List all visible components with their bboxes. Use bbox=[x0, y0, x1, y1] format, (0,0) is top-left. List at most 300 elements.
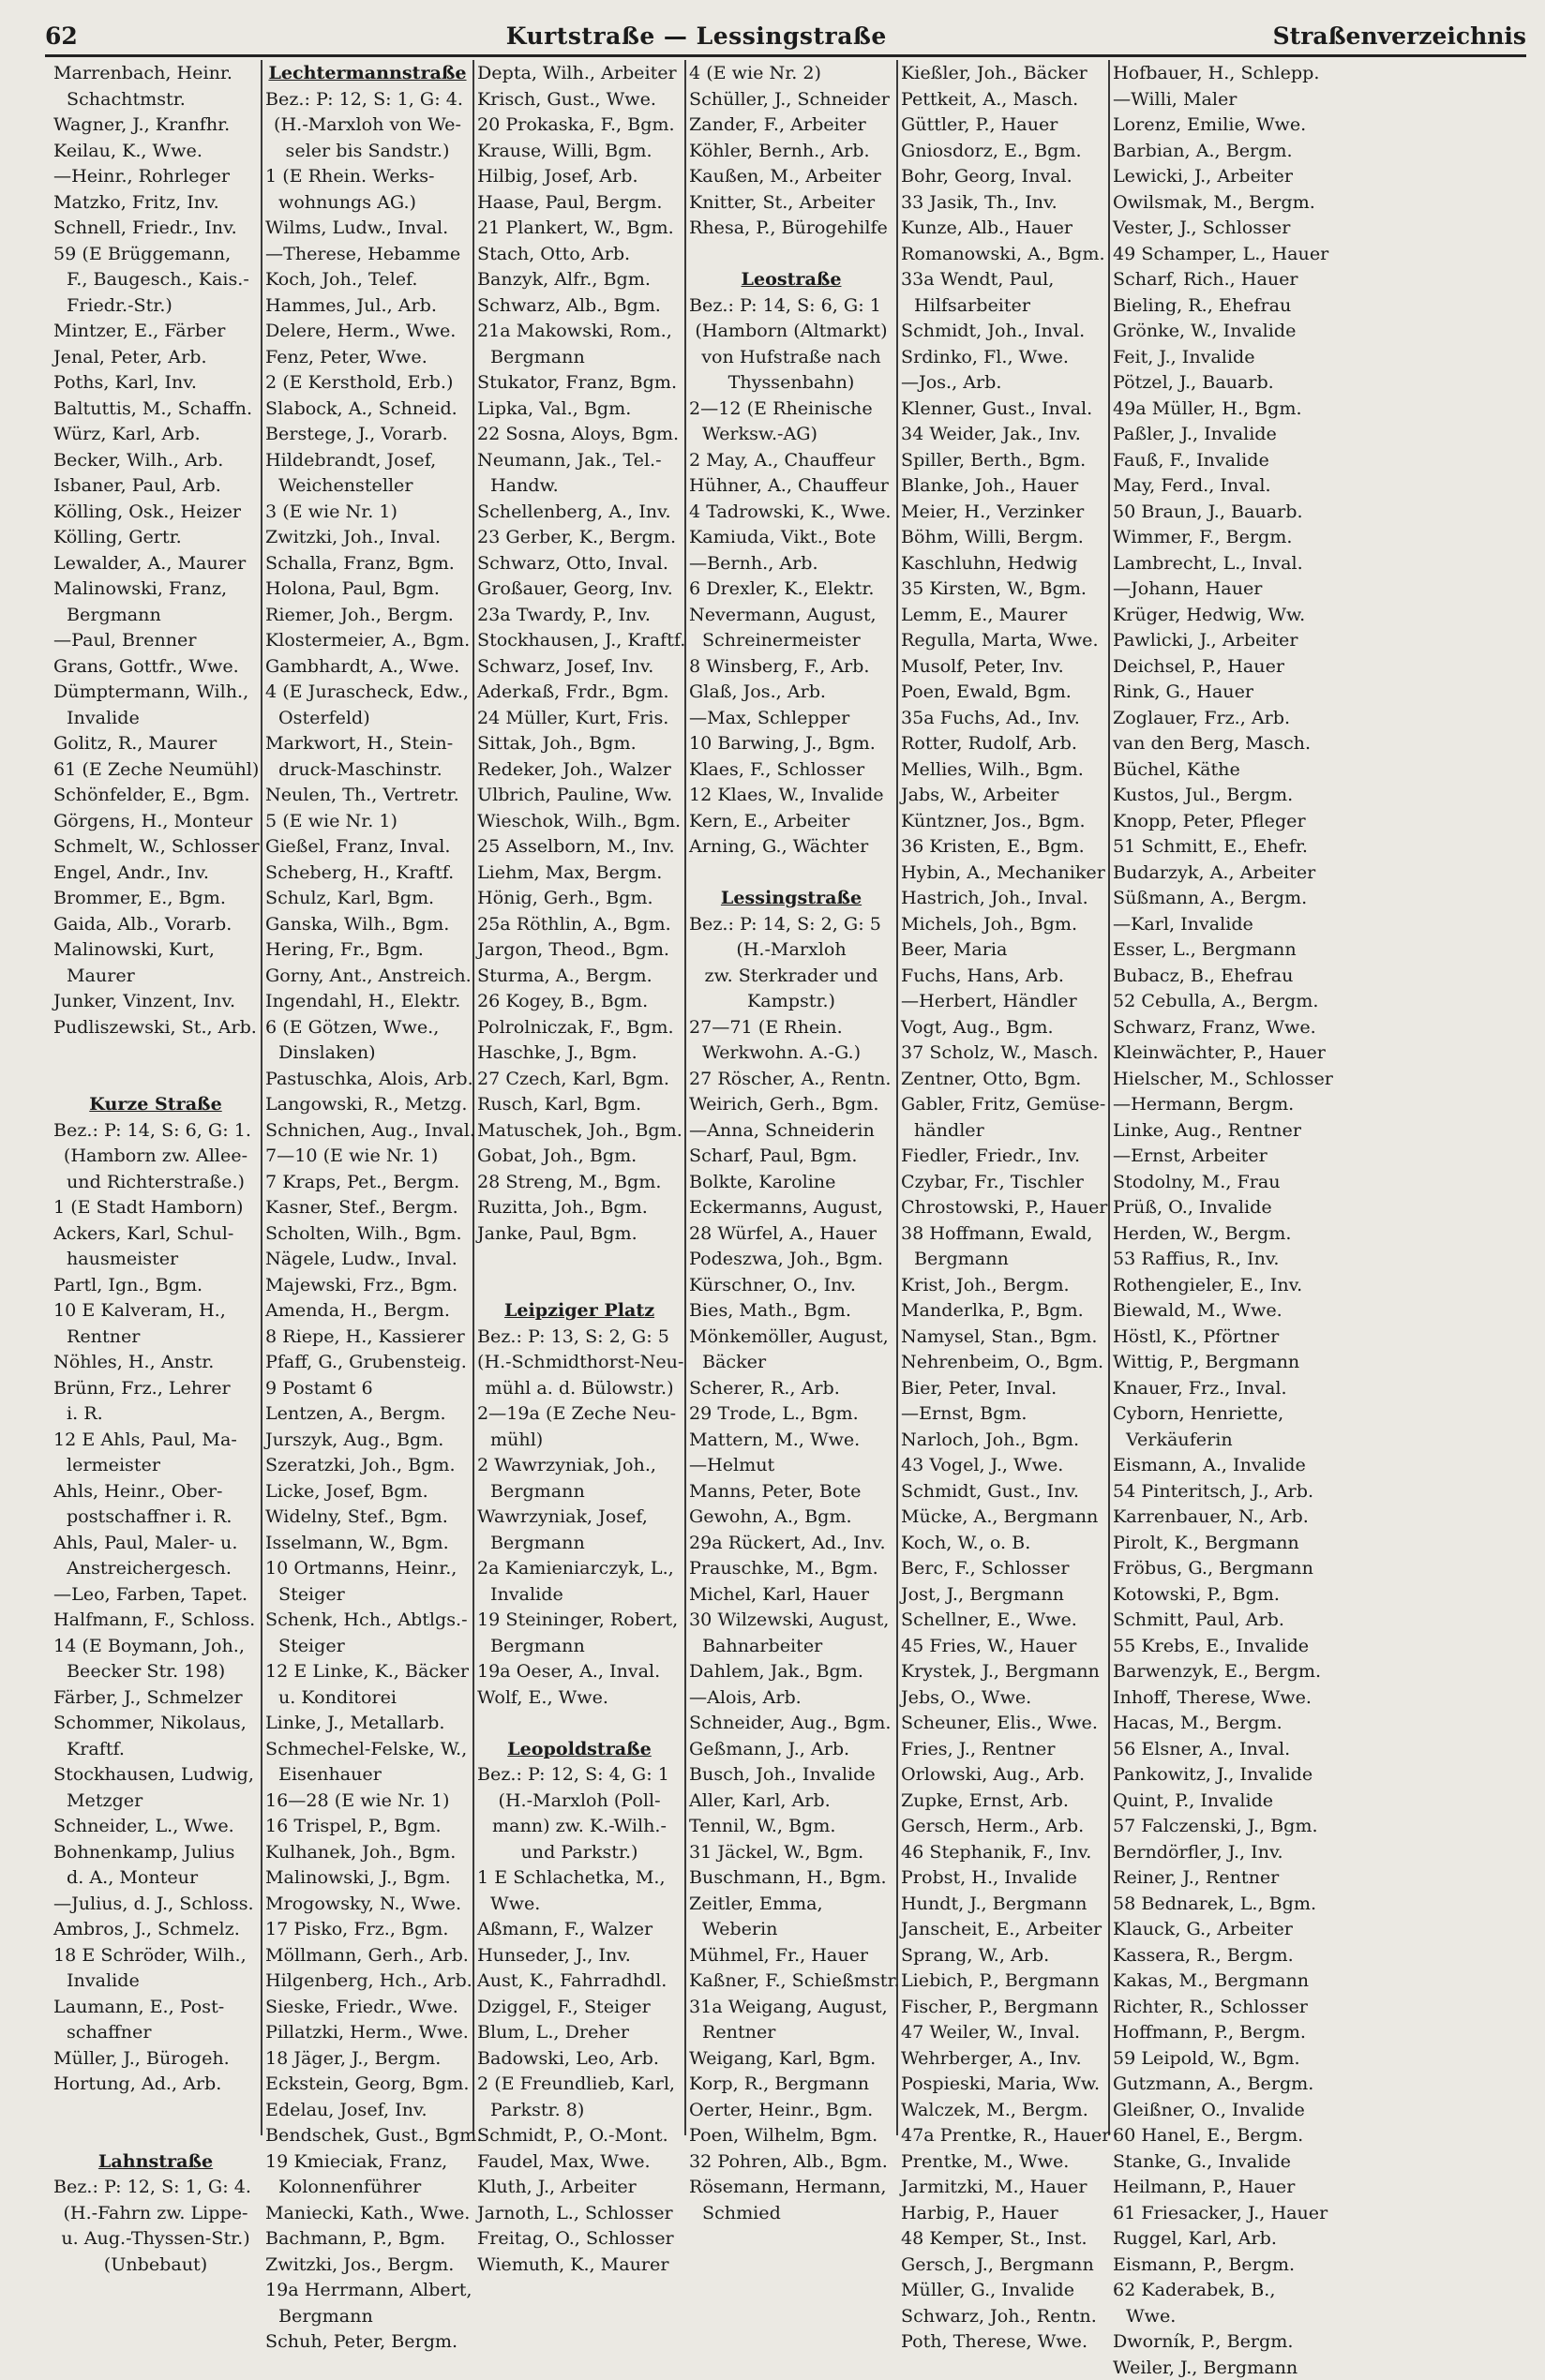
directory-entry: 35a Fuchs, Ad., Inv. bbox=[901, 705, 1105, 731]
directory-entry: Nevermann, August, bbox=[689, 602, 893, 628]
directory-entry: Heilmann, P., Hauer bbox=[1113, 2174, 1319, 2200]
directory-entry: Bahnarbeiter bbox=[689, 1633, 893, 1659]
directory-entry: Esser, L., Bergmann bbox=[1113, 936, 1319, 963]
directory-entry: 29 Trode, L., Bgm. bbox=[689, 1400, 893, 1427]
directory-entry: Wwe. bbox=[1113, 2303, 1319, 2329]
directory-entry: Krüger, Hedwig, Ww. bbox=[1113, 602, 1319, 628]
directory-entry: 1 (E Stadt Hamborn) bbox=[53, 1194, 258, 1220]
directory-entry: Werkwohn. A.-G.) bbox=[689, 1040, 893, 1066]
directory-entry: Steiger bbox=[265, 1633, 470, 1659]
directory-entry: Eismann, A., Invalide bbox=[1113, 1452, 1319, 1478]
directory-entry: Scheuner, Elis., Wwe. bbox=[901, 1710, 1105, 1736]
spacer bbox=[689, 860, 893, 886]
directory-entry: Budarzyk, A., Arbeiter bbox=[1113, 860, 1319, 886]
directory-entry: Mönkemöller, August, bbox=[689, 1324, 893, 1350]
directory-entry: —Johann, Hauer bbox=[1113, 576, 1319, 602]
directory-entry: 2 Wawrzyniak, Joh., bbox=[477, 1452, 682, 1478]
directory-entry: Langowski, R., Metzg. bbox=[265, 1091, 470, 1117]
directory-entry: Eisenhauer bbox=[265, 1761, 470, 1788]
directory-entry: Kießler, Joh., Bäcker bbox=[901, 60, 1105, 86]
directory-entry: Invalide bbox=[53, 705, 258, 731]
directory-entry: Pudliszewski, St., Arb. bbox=[53, 1014, 258, 1040]
directory-entry: Amenda, H., Bergm. bbox=[265, 1297, 470, 1324]
directory-entry: Deichsel, P., Hauer bbox=[1113, 653, 1319, 680]
directory-entry: Holona, Paul, Bgm. bbox=[265, 576, 470, 602]
directory-entry: Bolkte, Karoline bbox=[689, 1169, 893, 1195]
directory-entry: Narloch, Joh., Bgm. bbox=[901, 1427, 1105, 1453]
directory-entry: Prauschke, M., Bgm. bbox=[689, 1555, 893, 1581]
directory-entry: Partl, Ign., Bgm. bbox=[53, 1272, 258, 1298]
directory-entry: Zwitzki, Joh., Inval. bbox=[265, 524, 470, 550]
directory-entry: Isbaner, Paul, Arb. bbox=[53, 472, 258, 499]
directory-entry: Bez.: P: 12, S: 1, G: 4. bbox=[265, 86, 470, 112]
directory-entry: 20 Prokaska, F., Bgm. bbox=[477, 112, 682, 138]
directory-entry: 2 (E Kersthold, Erb.) bbox=[265, 369, 470, 396]
directory-entry: 61 Friesacker, J., Hauer bbox=[1113, 2200, 1319, 2226]
directory-entry: Weichensteller bbox=[265, 472, 470, 499]
directory-entry: Cyborn, Henriette, bbox=[1113, 1400, 1319, 1427]
directory-entry: 23a Twardy, P., Inv. bbox=[477, 602, 682, 628]
directory-entry: u. Aug.-Thyssen-Str.) bbox=[53, 2225, 258, 2252]
directory-entry: 58 Bednarek, L., Bgm. bbox=[1113, 1891, 1319, 1917]
directory-entry: Eckstein, Georg, Bgm. bbox=[265, 2071, 470, 2097]
directory-entry: Keilau, K., Wwe. bbox=[53, 138, 258, 164]
directory-entry: Kölling, Gertr. bbox=[53, 524, 258, 550]
directory-entry: Rhesa, P., Bürogehilfe bbox=[689, 215, 893, 241]
directory-entry: Matzko, Fritz, Inv. bbox=[53, 189, 258, 216]
directory-entry: lermeister bbox=[53, 1452, 258, 1478]
spacer bbox=[53, 2097, 258, 2123]
directory-entry: Bez.: P: 12, S: 4, G: 1 bbox=[477, 1761, 682, 1788]
directory-entry: Kassera, R., Bergm. bbox=[1113, 1942, 1319, 1968]
directory-entry: Pötzel, J., Bauarb. bbox=[1113, 369, 1319, 396]
directory-entry: Meier, H., Verzinker bbox=[901, 499, 1105, 525]
directory-entry: —Herbert, Händler bbox=[901, 988, 1105, 1014]
directory-entry: 29a Rückert, Ad., Inv. bbox=[689, 1530, 893, 1556]
directory-entry: Kluth, J., Arbeiter bbox=[477, 2174, 682, 2200]
directory-entry: Regulla, Marta, Wwe. bbox=[901, 627, 1105, 653]
directory-entry: 12 E Ahls, Paul, Ma- bbox=[53, 1427, 258, 1453]
directory-entry: Zoglauer, Frz., Arb. bbox=[1113, 705, 1319, 731]
directory-entry: Janke, Paul, Bgm. bbox=[477, 1220, 682, 1247]
directory-entry: Halfmann, F., Schloss. bbox=[53, 1607, 258, 1633]
directory-entry: Gleißner, O., Invalide bbox=[1113, 2097, 1319, 2123]
directory-entry: 38 Hoffmann, Ewald, bbox=[901, 1220, 1105, 1247]
directory-entry: Bohr, Georg, Inval. bbox=[901, 163, 1105, 189]
directory-entry: Malinowski, Kurt, bbox=[53, 936, 258, 963]
directory-entry: Mücke, A., Bergmann bbox=[901, 1504, 1105, 1530]
directory-entry: Schmied bbox=[689, 2200, 893, 2226]
directory-entry: Rösemann, Hermann, bbox=[689, 2174, 893, 2200]
directory-entry: Jebs, O., Wwe. bbox=[901, 1684, 1105, 1711]
directory-entry: Metzger bbox=[53, 1788, 258, 1814]
directory-entry: Schachtmstr. bbox=[53, 86, 258, 112]
directory-entry: Schmidt, P., O.-Mont. bbox=[477, 2122, 682, 2148]
directory-entry: Gambhardt, A., Wwe. bbox=[265, 653, 470, 680]
directory-entry: Maurer bbox=[53, 963, 258, 989]
directory-entry: Sieske, Friedr., Wwe. bbox=[265, 1994, 470, 2020]
directory-entry: Böhm, Willi, Bergm. bbox=[901, 524, 1105, 550]
directory-entry: Gewohn, A., Bgm. bbox=[689, 1504, 893, 1530]
directory-entry: 47 Weiler, W., Inval. bbox=[901, 2019, 1105, 2045]
directory-entry: Wilms, Ludw., Inval. bbox=[265, 215, 470, 241]
directory-entry: 60 Hanel, E., Bergm. bbox=[1113, 2122, 1319, 2148]
directory-entry: Poen, Ewald, Bgm. bbox=[901, 679, 1105, 705]
directory-entry: Owilsmak, M., Bergm. bbox=[1113, 189, 1319, 216]
directory-entry: Banzyk, Alfr., Bgm. bbox=[477, 266, 682, 292]
directory-entry: Gobat, Joh., Bgm. bbox=[477, 1143, 682, 1169]
directory-entry: 12 Klaes, W., Invalide bbox=[689, 782, 893, 808]
directory-entry: Pillatzki, Herm., Wwe. bbox=[265, 2019, 470, 2045]
directory-entry: Schulz, Karl, Bgm. bbox=[265, 885, 470, 911]
directory-entry: Aderkaß, Frdr., Bgm. bbox=[477, 679, 682, 705]
directory-entry: Herden, W., Bergm. bbox=[1113, 1220, 1319, 1247]
directory-entry: Rusch, Karl, Bgm. bbox=[477, 1091, 682, 1117]
directory-entry: 36 Kristen, E., Bgm. bbox=[901, 833, 1105, 860]
directory-entry: Glaß, Jos., Arb. bbox=[689, 679, 893, 705]
directory-entry: Ruzitta, Joh., Bgm. bbox=[477, 1194, 682, 1220]
directory-entry: 25 Asselborn, M., Inv. bbox=[477, 833, 682, 860]
directory-entry: Widelny, Stef., Bgm. bbox=[265, 1504, 470, 1530]
directory-entry: 35 Kirsten, W., Bgm. bbox=[901, 576, 1105, 602]
directory-entry: 51 Schmitt, E., Ehefr. bbox=[1113, 833, 1319, 860]
column-1 bbox=[51, 60, 262, 2135]
directory-entry: Ahls, Heinr., Ober- bbox=[53, 1478, 258, 1504]
directory-entry: hausmeister bbox=[53, 1246, 258, 1272]
directory-entry: Ambros, J., Schmelz. bbox=[53, 1916, 258, 1942]
directory-entry: 23 Gerber, K., Bergm. bbox=[477, 524, 682, 550]
directory-entry: Müller, J., Bürogeh. bbox=[53, 2045, 258, 2072]
directory-entry: Büchel, Käthe bbox=[1113, 756, 1319, 783]
directory-entry: 2a Kamieniarczyk, L., bbox=[477, 1555, 682, 1581]
directory-entry: —Therese, Hebamme bbox=[265, 241, 470, 267]
directory-entry: —Jos., Arb. bbox=[901, 369, 1105, 396]
directory-entry: Neumann, Jak., Tel.- bbox=[477, 447, 682, 473]
directory-entry: Fiedler, Friedr., Inv. bbox=[901, 1143, 1105, 1169]
section-title: Straßenverzeichnis bbox=[1273, 22, 1526, 50]
directory-entry: —Julius, d. J., Schloss. bbox=[53, 1891, 258, 1917]
directory-entry: Stockhausen, Ludwig, bbox=[53, 1761, 258, 1788]
directory-entry: Manderlka, P., Bgm. bbox=[901, 1297, 1105, 1324]
directory-entry: Jabs, W., Arbeiter bbox=[901, 782, 1105, 808]
directory-entry: Laumann, E., Post- bbox=[53, 1994, 258, 2020]
directory-entry: 27 Röscher, A., Rentn. bbox=[689, 1066, 893, 1092]
directory-entry: Manns, Peter, Bote bbox=[689, 1478, 893, 1504]
column-5 bbox=[898, 60, 1110, 2135]
directory-entry: 3 (E wie Nr. 1) bbox=[265, 499, 470, 525]
directory-entry: 32 Pohren, Alb., Bgm. bbox=[689, 2148, 893, 2175]
directory-entry: 4 (E Jurascheck, Edw., bbox=[265, 679, 470, 705]
directory-entry: Buschmann, H., Bgm. bbox=[689, 1864, 893, 1891]
directory-entry: 49a Müller, H., Bgm. bbox=[1113, 396, 1319, 422]
directory-entry: Podeszwa, Joh., Bgm. bbox=[689, 1246, 893, 1272]
directory-entry: —Helmut bbox=[689, 1452, 893, 1478]
directory-entry: Kölling, Osk., Heizer bbox=[53, 499, 258, 525]
directory-entry: Knitter, St., Arbeiter bbox=[689, 189, 893, 216]
directory-entry: Wwe. bbox=[477, 1891, 682, 1917]
directory-entry: Schmidt, Gust., Inv. bbox=[901, 1478, 1105, 1504]
directory-entry: Jost, J., Bergmann bbox=[901, 1581, 1105, 1608]
directory-entry: Kaßner, F., Schießmstr. bbox=[689, 1968, 893, 1994]
spacer bbox=[53, 2122, 258, 2148]
directory-entry: Mintzer, E., Färber bbox=[53, 318, 258, 344]
directory-entry: May, Ferd., Inval. bbox=[1113, 472, 1319, 499]
directory-entry: Kamiuda, Vikt., Bote bbox=[689, 524, 893, 550]
directory-entry: 1 E Schlachetka, M., bbox=[477, 1864, 682, 1891]
directory-entry: Bubacz, B., Ehefrau bbox=[1113, 963, 1319, 989]
directory-entry: Delere, Herm., Wwe. bbox=[265, 318, 470, 344]
directory-entry: Oerter, Heinr., Bgm. bbox=[689, 2097, 893, 2123]
directory-entry: Dinslaken) bbox=[265, 1040, 470, 1066]
directory-entry: Kolonnenführer bbox=[265, 2174, 470, 2200]
directory-entry: Schönfelder, E., Bgm. bbox=[53, 782, 258, 808]
directory-entry: Schwarz, Otto, Inval. bbox=[477, 550, 682, 576]
directory-entry: 14 (E Boymann, Joh., bbox=[53, 1633, 258, 1659]
directory-entry: Scharf, Rich., Hauer bbox=[1113, 266, 1319, 292]
directory-entry: Zander, F., Arbeiter bbox=[689, 112, 893, 138]
directory-entry: (Hamborn (Altmarkt) bbox=[689, 318, 893, 344]
directory-entry: Stockhausen, J., Kraftf. bbox=[477, 627, 682, 653]
directory-entry: Wimmer, F., Bergm. bbox=[1113, 524, 1319, 550]
directory-entry: Mattern, M., Wwe. bbox=[689, 1427, 893, 1453]
directory-entry: Pfaff, G., Grubensteig. bbox=[265, 1349, 470, 1375]
directory-entry: Aller, Karl, Arb. bbox=[689, 1788, 893, 1814]
directory-entry: Kleinwächter, P., Hauer bbox=[1113, 1040, 1319, 1066]
directory-entry: Orlowski, Aug., Arb. bbox=[901, 1761, 1105, 1788]
directory-entry: 16—28 (E wie Nr. 1) bbox=[265, 1788, 470, 1814]
directory-entry: Stodolny, M., Frau bbox=[1113, 1169, 1319, 1195]
directory-entry: Namysel, Stan., Bgm. bbox=[901, 1324, 1105, 1350]
directory-entry: Schellenberg, A., Inv. bbox=[477, 499, 682, 525]
directory-entry: F., Baugesch., Kais.- bbox=[53, 266, 258, 292]
directory-entry: von Hufstraße nach bbox=[689, 344, 893, 370]
directory-entry: Dworník, P., Bergm. bbox=[1113, 2328, 1319, 2355]
directory-entry: Gießel, Franz, Inval. bbox=[265, 833, 470, 860]
directory-entry: Hundt, J., Bergmann bbox=[901, 1891, 1105, 1917]
directory-entry: Eckermanns, August, bbox=[689, 1194, 893, 1220]
directory-entry: Ackers, Karl, Schul- bbox=[53, 1220, 258, 1247]
directory-entry: Hielscher, M., Schlosser bbox=[1113, 1066, 1319, 1092]
directory-entry: Kakas, M., Bergmann bbox=[1113, 1968, 1319, 1994]
directory-entry: Wolf, E., Wwe. bbox=[477, 1684, 682, 1711]
directory-entry: Friedr.-Str.) bbox=[53, 292, 258, 319]
directory-entry: Dümptermann, Wilh., bbox=[53, 679, 258, 705]
directory-entry: Wieschok, Wilh., Bgm. bbox=[477, 808, 682, 834]
directory-entry: Szeratzki, Joh., Bgm. bbox=[265, 1452, 470, 1478]
directory-entry: Prüß, O., Invalide bbox=[1113, 1194, 1319, 1220]
directory-entry: Großauer, Georg, Inv. bbox=[477, 576, 682, 602]
directory-entry: Güttler, P., Hauer bbox=[901, 112, 1105, 138]
directory-entry: Wittig, P., Bergmann bbox=[1113, 1349, 1319, 1375]
directory-entry: Bendschek, Gust., Bgm. bbox=[265, 2122, 470, 2148]
directory-entry: Pirolt, K., Bergmann bbox=[1113, 1530, 1319, 1556]
directory-entry: Badowski, Leo, Arb. bbox=[477, 2045, 682, 2072]
directory-entry: Gabler, Fritz, Gemüse- bbox=[901, 1091, 1105, 1117]
directory-entry: Klauck, G., Arbeiter bbox=[1113, 1916, 1319, 1942]
directory-entry: Richter, R., Schlosser bbox=[1113, 1994, 1319, 2020]
directory-entry: 9 Postamt 6 bbox=[265, 1375, 470, 1401]
directory-entry: 52 Cebulla, A., Bergm. bbox=[1113, 988, 1319, 1014]
directory-entry: 46 Stephanik, F., Inv. bbox=[901, 1839, 1105, 1865]
directory-entry: 10 E Kalveram, H., bbox=[53, 1297, 258, 1324]
directory-entry: Gorny, Ant., Anstreich. bbox=[265, 963, 470, 989]
directory-entry: Junker, Vinzent, Inv. bbox=[53, 988, 258, 1014]
directory-entry: Schmitt, Paul, Arb. bbox=[1113, 1607, 1319, 1633]
directory-entry: 45 Fries, W., Hauer bbox=[901, 1633, 1105, 1659]
directory-entry: Becker, Wilh., Arb. bbox=[53, 447, 258, 473]
directory-entry: Handw. bbox=[477, 472, 682, 499]
directory-entry: Hybin, A., Mechaniker bbox=[901, 860, 1105, 886]
directory-entry: (Unbebaut) bbox=[53, 2252, 258, 2278]
directory-entry: Lentzen, A., Bergm. bbox=[265, 1400, 470, 1427]
directory-entry: Weigang, Karl, Bgm. bbox=[689, 2045, 893, 2072]
directory-entry: Markwort, H., Stein- bbox=[265, 730, 470, 756]
directory-entry: 1 (E Rhein. Werks- bbox=[265, 163, 470, 189]
directory-entry: d. A., Monteur bbox=[53, 1864, 258, 1891]
directory-entry: —Hermann, Bergm. bbox=[1113, 1091, 1319, 1117]
directory-entry: Wawrzyniak, Josef, bbox=[477, 1504, 682, 1530]
directory-entry: 30 Wilzewski, August, bbox=[689, 1607, 893, 1633]
directory-entry: Sprang, W., Arb. bbox=[901, 1942, 1105, 1968]
directory-entry: 2—19a (E Zeche Neu- bbox=[477, 1400, 682, 1427]
spacer bbox=[477, 1272, 682, 1298]
directory-entry: 33a Wendt, Paul, bbox=[901, 266, 1105, 292]
directory-entry: 24 Müller, Kurt, Fris. bbox=[477, 705, 682, 731]
directory-entry: Scharf, Paul, Bgm. bbox=[689, 1143, 893, 1169]
directory-entry: Probst, H., Invalide bbox=[901, 1864, 1105, 1891]
directory-entry: Würz, Karl, Arb. bbox=[53, 421, 258, 447]
directory-entry: 21 Plankert, W., Bgm. bbox=[477, 215, 682, 241]
directory-entry: Haase, Paul, Bergm. bbox=[477, 189, 682, 216]
directory-entry: Linke, J., Metallarb. bbox=[265, 1710, 470, 1736]
page-header bbox=[45, 17, 1526, 57]
street-heading: Lessingstraße bbox=[689, 885, 893, 911]
spacer bbox=[53, 1066, 258, 1092]
directory-entry: Bies, Math., Bgm. bbox=[689, 1297, 893, 1324]
directory-entry: Redeker, Joh., Walzer bbox=[477, 756, 682, 783]
directory-entry: Scherer, R., Arb. bbox=[689, 1375, 893, 1401]
directory-entry: Riemer, Joh., Bergm. bbox=[265, 602, 470, 628]
directory-entry: Hofbauer, H., Schlepp. bbox=[1113, 60, 1319, 86]
directory-entry: Brünn, Frz., Lehrer bbox=[53, 1375, 258, 1401]
directory-entry: Baltuttis, M., Schaffn. bbox=[53, 396, 258, 422]
directory-entry: Schommer, Nikolaus, bbox=[53, 1710, 258, 1736]
directory-entry: Schellner, E., Wwe. bbox=[901, 1607, 1105, 1633]
directory-entry: Bez.: P: 14, S: 6, G: 1. bbox=[53, 1117, 258, 1144]
directory-entry: zw. Sterkrader und bbox=[689, 963, 893, 989]
directory-entry: Aust, K., Fahrradhdl. bbox=[477, 1968, 682, 1994]
directory-entry: 2 May, A., Chauffeur bbox=[689, 447, 893, 473]
directory-entry: Karrenbauer, N., Arb. bbox=[1113, 1504, 1319, 1530]
directory-entry: Haschke, J., Bgm. bbox=[477, 1040, 682, 1066]
directory-entry: Stanke, G., Invalide bbox=[1113, 2148, 1319, 2175]
directory-entry: Knauer, Frz., Inval. bbox=[1113, 1375, 1319, 1401]
directory-entry: 2—12 (E Rheinische bbox=[689, 396, 893, 422]
directory-entry: Krystek, J., Bergmann bbox=[901, 1658, 1105, 1684]
directory-entry: Marrenbach, Heinr. bbox=[53, 60, 258, 86]
directory-entry: —Ernst, Arbeiter bbox=[1113, 1143, 1319, 1169]
directory-entry: 54 Pinteritsch, J., Arb. bbox=[1113, 1478, 1319, 1504]
directory-entry: i. R. bbox=[53, 1400, 258, 1427]
directory-entry: Lambrecht, L., Inval. bbox=[1113, 550, 1319, 576]
directory-entry: 7 Kraps, Pet., Bergm. bbox=[265, 1169, 470, 1195]
directory-entry: Pettkeit, A., Masch. bbox=[901, 86, 1105, 112]
directory-entry: Geßmann, J., Arb. bbox=[689, 1736, 893, 1762]
directory-entry: Gersch, Herm., Arb. bbox=[901, 1813, 1105, 1839]
directory-entry: seler bis Sandstr.) bbox=[265, 138, 470, 164]
directory-entry: Vester, J., Schlosser bbox=[1113, 215, 1319, 241]
directory-entry: Schmidt, Joh., Inval. bbox=[901, 318, 1105, 344]
directory-entry: 53 Raffius, R., Inv. bbox=[1113, 1246, 1319, 1272]
directory-entry: 18 E Schröder, Wilh., bbox=[53, 1942, 258, 1968]
directory-entry: Schwarz, Joh., Rentn. bbox=[901, 2303, 1105, 2329]
directory-entry: mühl a. d. Bülowstr.) bbox=[477, 1375, 682, 1401]
directory-entry: Invalide bbox=[53, 1968, 258, 1994]
directory-entry: Schmechel-Felske, W., bbox=[265, 1736, 470, 1762]
directory-entry: —Willi, Maler bbox=[1113, 86, 1319, 112]
directory-entry: Stukator, Franz, Bgm. bbox=[477, 369, 682, 396]
directory-entry: van den Berg, Masch. bbox=[1113, 730, 1319, 756]
directory-entry: Kraftf. bbox=[53, 1736, 258, 1762]
directory-entry: Majewski, Frz., Bgm. bbox=[265, 1272, 470, 1298]
directory-entry: Inhoff, Therese, Wwe. bbox=[1113, 1684, 1319, 1711]
directory-entry: Nägele, Ludw., Inval. bbox=[265, 1246, 470, 1272]
directory-entry: Arning, G., Wächter bbox=[689, 833, 893, 860]
directory-entry: Linke, Aug., Rentner bbox=[1113, 1117, 1319, 1144]
directory-entry: 16 Trispel, P., Bgm. bbox=[265, 1813, 470, 1839]
directory-entry: Fuchs, Hans, Arb. bbox=[901, 963, 1105, 989]
directory-entry: Fenz, Peter, Wwe. bbox=[265, 344, 470, 370]
directory-entry: 18 Jäger, J., Bergm. bbox=[265, 2045, 470, 2072]
directory-entry: Schreinermeister bbox=[689, 627, 893, 653]
directory-entry: 6 (E Götzen, Wwe., bbox=[265, 1014, 470, 1040]
column-6 bbox=[1110, 60, 1322, 2135]
directory-entry: 34 Weider, Jak., Inv. bbox=[901, 421, 1105, 447]
directory-entry: Zwitzki, Jos., Bergm. bbox=[265, 2252, 470, 2278]
directory-entry: Jarnoth, L., Schlosser bbox=[477, 2200, 682, 2226]
directory-entry: Michels, Joh., Bgm. bbox=[901, 911, 1105, 937]
directory-entry: Klostermeier, A., Bgm. bbox=[265, 627, 470, 653]
directory-entry: 8 Winsberg, F., Arb. bbox=[689, 653, 893, 680]
directory-entry: Pospieski, Maria, Ww. bbox=[901, 2071, 1105, 2097]
directory-entry: und Richterstraße.) bbox=[53, 1169, 258, 1195]
directory-entry: 31 Jäckel, W., Bgm. bbox=[689, 1839, 893, 1865]
directory-entry: Depta, Wilh., Arbeiter bbox=[477, 60, 682, 86]
directory-entry: Czybar, Fr., Tischler bbox=[901, 1169, 1105, 1195]
directory-entry: Küntzner, Jos., Bgm. bbox=[901, 808, 1105, 834]
directory-entry: Stach, Otto, Arb. bbox=[477, 241, 682, 267]
directory-entry: postschaffner i. R. bbox=[53, 1504, 258, 1530]
directory-entry: Schuh, Peter, Bergm. bbox=[265, 2328, 470, 2355]
directory-entry: 5 (E wie Nr. 1) bbox=[265, 808, 470, 834]
directory-entry: Weberin bbox=[689, 1916, 893, 1942]
directory-entry: Nehrenbeim, O., Bgm. bbox=[901, 1349, 1105, 1375]
directory-entry: 12 E Linke, K., Bäcker bbox=[265, 1658, 470, 1684]
directory-entry: Kaschluhn, Hedwig bbox=[901, 550, 1105, 576]
directory-entry: Köhler, Bernh., Arb. bbox=[689, 138, 893, 164]
directory-entry: Rentner bbox=[689, 2019, 893, 2045]
directory-entry: Mrogowsky, N., Wwe. bbox=[265, 1891, 470, 1917]
directory-entry: Hilbig, Josef, Arb. bbox=[477, 163, 682, 189]
directory-entry: Berstege, J., Vorarb. bbox=[265, 421, 470, 447]
directory-entry: Lewicki, J., Arbeiter bbox=[1113, 163, 1319, 189]
directory-entry: (H.-Marxloh bbox=[689, 936, 893, 963]
directory-entry: Görgens, H., Monteur bbox=[53, 808, 258, 834]
directory-entry: 59 Leipold, W., Bgm. bbox=[1113, 2045, 1319, 2072]
directory-entry: und Parkstr.) bbox=[477, 1839, 682, 1865]
directory-entry: Gaida, Alb., Vorarb. bbox=[53, 911, 258, 937]
directory-entry: Bergmann bbox=[477, 1633, 682, 1659]
